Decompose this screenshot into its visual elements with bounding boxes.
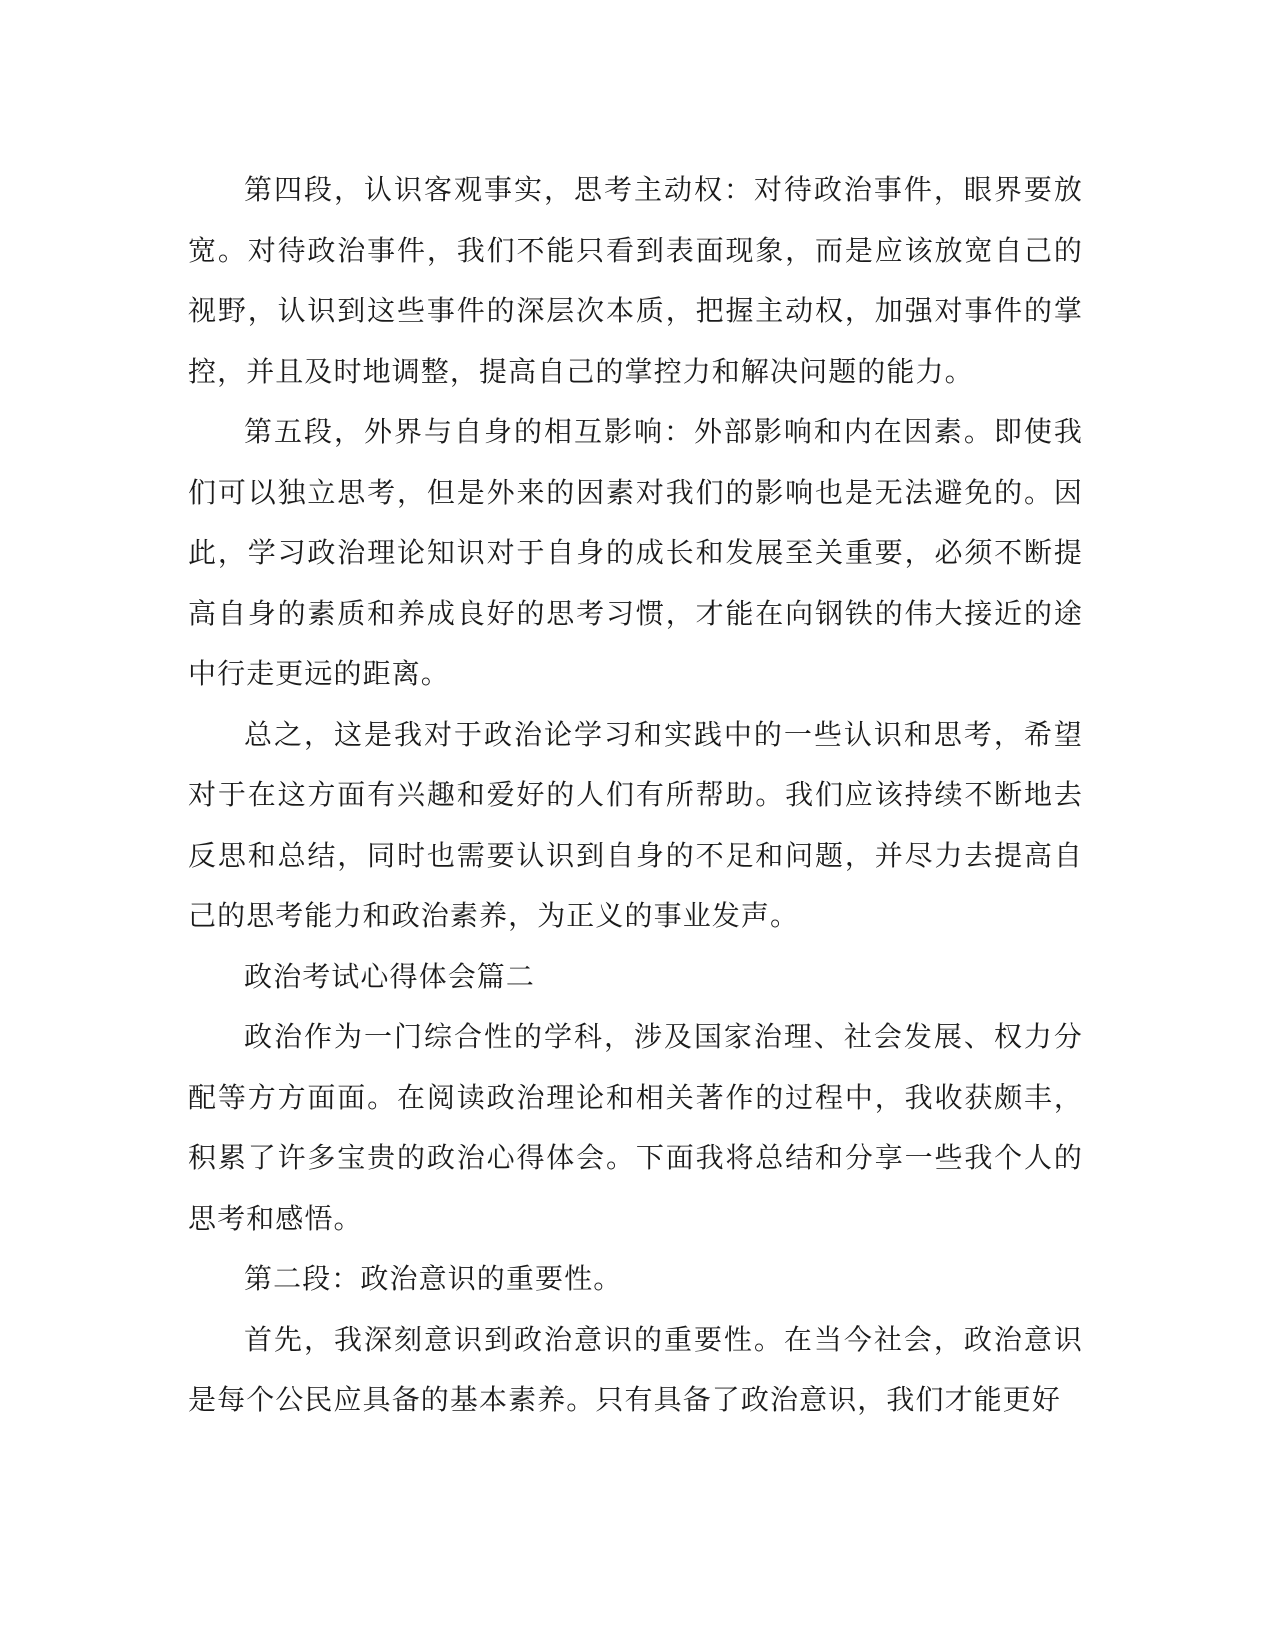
paragraph-intro: 政治作为一门综合性的学科，涉及国家治理、社会发展、权力分配等方方面面。在阅读政治理论和相关著作的过程中，我收获颇丰，积累了许多宝贵的政治心得体会。下面我将总结和分享一些我个人的思考和感悟。 — [188, 1020, 1083, 1235]
paragraph-section-four: 第四段，认识客观事实，思考主动权：对待政治事件，眼界要放宽。对待政治事件，我们不能只看到表面现象，而是应该放宽自己的视野，认识到这些事件的深层次本质，把握主动权，加强对事件的掌控，并且及时地调整，提高自己的掌控力和解决问题的能力。 — [188, 173, 1083, 388]
paragraph-section-five: 第五段，外界与自身的相互影响：外部影响和内在因素。即使我们可以独立思考，但是外来的因素对我们的影响也是无法避免的。因此，学习政治理论知识对于自身的成长和发展至关重要，必须不断提高自身的素质和养成良好的思考习惯，才能在向钢铁的伟大接近的途中行走更远的距离。 — [188, 415, 1083, 690]
paragraph-political-awareness: 首先，我深刻意识到政治意识的重要性。在当今社会，政治意识是每个公民应具备的基本素养。只有具备了政治意识，我们才能更好 — [188, 1322, 1083, 1416]
paragraph-conclusion: 总之，这是我对于政治论学习和实践中的一些认识和思考，希望对于在这方面有兴趣和爱好的人们有所帮助。我们应该持续不断地去反思和总结，同时也需要认识到自身的不足和问题，并尽力去提高自己的思考能力和政治素养，为正义的事业发声。 — [188, 717, 1083, 932]
paragraph-section-two-title: 第二段：政治意识的重要性。 — [244, 1262, 623, 1295]
section-heading: 政治考试心得体会篇二 — [244, 959, 536, 993]
document-body — [188, 160, 1083, 1431]
